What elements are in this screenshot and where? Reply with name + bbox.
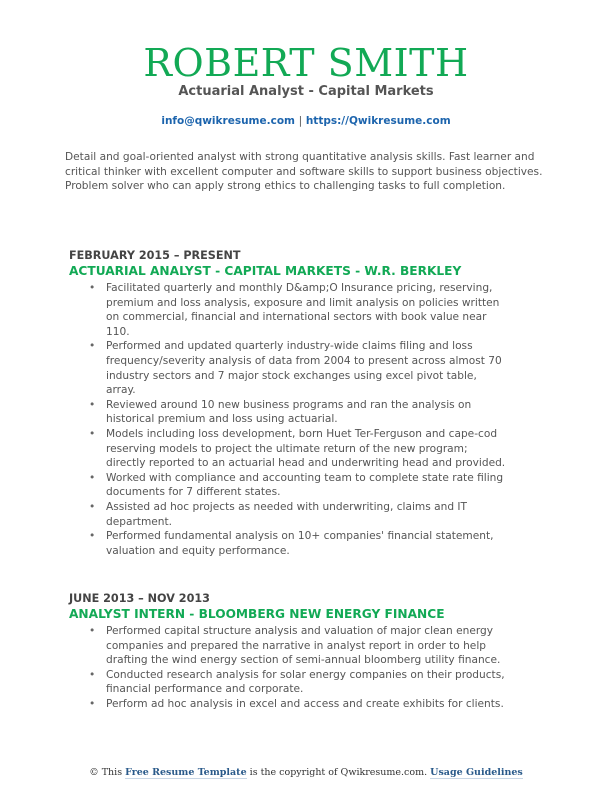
website-link[interactable]: https://Qwikresume.com xyxy=(305,115,451,127)
contact-line xyxy=(0,115,612,127)
job-title: ACTUARIAL ANALYST - CAPITAL MARKETS - W.R. BERKLEY xyxy=(69,264,462,278)
list-item: • Assisted ad hoc projects as needed with underwriting, claims and IT department. xyxy=(106,500,506,529)
copyright-footer xyxy=(0,767,612,778)
list-item: • Performed and updated quarterly industry-wide claims filing and loss frequency/severity analysis of data from 2004 to present across almost 70 industry sectors and 7 major stock exchanges using excel pivot table, array. xyxy=(106,339,506,397)
experience-entry xyxy=(69,591,519,712)
free-resume-template-link[interactable]: Free Resume Template xyxy=(125,767,247,778)
experience-entry xyxy=(69,248,519,558)
summary-text: Detail and goal-oriented analyst with strong quantitative analysis skills. Fast learner and critical thinker with excellent computer and software skills to support business objectives. Problem solver who can apply strong ethics to challenging tasks to full completion. xyxy=(65,151,543,193)
job-date: JUNE 2013 – NOV 2013 xyxy=(69,592,210,605)
footer-middle: is the copyright of Qwikresume.com. xyxy=(249,767,428,778)
list-item: • Facilitated quarterly and monthly D&amp;O Insurance pricing, reserving, premium and loss analysis, exposure and limit analysis on policies written on commercial, financial and international sectors with book value near 110. xyxy=(106,281,506,339)
contact-separator: | xyxy=(298,115,303,127)
job-bullets xyxy=(69,281,506,558)
job-title: ANALYST INTERN - BLOOMBERG NEW ENERGY FINANCE xyxy=(69,607,445,621)
list-item: • Perform ad hoc analysis in excel and access and create exhibits for clients. xyxy=(106,697,506,712)
usage-guidelines-link[interactable]: Usage Guidelines xyxy=(430,767,523,778)
footer-prefix: © This xyxy=(89,767,123,778)
list-item: • Models including loss development, born Huet Ter-Ferguson and cape-cod reserving models to project the ultimate return of the new program; directly reported to an actuarial head and underwriting head and provided. xyxy=(106,427,506,471)
candidate-name: ROBERT SMITH xyxy=(143,41,469,85)
job-bullets xyxy=(69,624,506,712)
list-item: • Performed capital structure analysis and valuation of major clean energy companies and prepared the narrative in analyst report in order to help drafting the wind energy section of semi-annual bloomberg utility finance. xyxy=(106,624,506,668)
candidate-headline: Actuarial Analyst - Capital Markets xyxy=(178,84,434,99)
list-item: • Performed fundamental analysis on 10+ companies' financial statement, valuation and equity performance. xyxy=(106,529,506,558)
list-item: • Reviewed around 10 new business programs and ran the analysis on historical premium and loss using actuarial. xyxy=(106,398,506,427)
list-item: • Worked with compliance and accounting team to complete state rate filing documents for 7 different states. xyxy=(106,471,506,500)
list-item: • Conducted research analysis for solar energy companies on their products, financial performance and corporate. xyxy=(106,668,506,697)
job-date: FEBRUARY 2015 – PRESENT xyxy=(69,249,241,262)
email-link[interactable]: info@qwikresume.com xyxy=(161,115,295,127)
